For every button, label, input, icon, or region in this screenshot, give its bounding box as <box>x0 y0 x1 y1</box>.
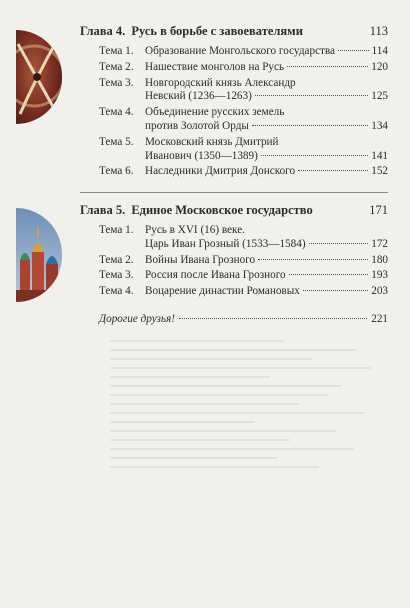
topic-label: Тема 2. <box>99 60 134 73</box>
topic-label: Тема 1. <box>99 45 134 57</box>
show-through-texture <box>110 340 400 540</box>
chapter-page: 113 <box>369 24 388 38</box>
topic-label: Тема 3. <box>99 269 134 282</box>
topic-title-continued: Иванович (1350—1389) <box>145 149 258 162</box>
topic-title: Наследники Дмитрия Донского <box>145 165 296 178</box>
topic-title: Россия после Ивана Грозного <box>145 269 286 282</box>
toc-entry[interactable] <box>99 224 388 252</box>
topic-page: 172 <box>371 237 388 250</box>
topic-title: Объединение русских земель <box>145 106 285 119</box>
topic-title-continued: Невский (1236—1263) <box>145 90 252 103</box>
chapter-number: Глава 5. <box>80 203 126 217</box>
topic-list <box>99 224 388 301</box>
topic-page: 141 <box>371 149 388 162</box>
topic-title: Воцарение династии Романовых <box>145 285 300 298</box>
chapter-title: Русь в борьбе с завоевателями <box>131 24 303 38</box>
topic-label: Тема 3. <box>99 76 134 89</box>
topic-label: Тема 5. <box>99 135 134 148</box>
toc-entry[interactable] <box>99 45 388 59</box>
topic-title: Московский князь Дмитрий <box>145 135 279 148</box>
topic-page: 193 <box>371 269 388 282</box>
cathedral-domes-icon <box>16 208 62 302</box>
topic-page: 125 <box>371 90 388 103</box>
toc-entry[interactable] <box>99 254 388 268</box>
topic-page: 134 <box>371 119 388 132</box>
toc-entry[interactable] <box>99 136 388 164</box>
section-divider <box>80 192 388 193</box>
chapter-page: 171 <box>369 203 388 217</box>
topic-title: Образование Монгольского государства <box>145 45 336 57</box>
topic-title: Новгородский князь Александр <box>145 76 296 89</box>
topic-page: 180 <box>371 253 388 266</box>
topic-page: 203 <box>371 285 388 298</box>
topic-label: Тема 6. <box>99 165 134 178</box>
toc-entry[interactable] <box>99 165 388 179</box>
topic-title: Нашествие монголов на Русь <box>145 60 285 73</box>
toc-entry[interactable] <box>99 269 388 283</box>
chapter-heading[interactable] <box>80 203 388 218</box>
topic-title-continued: Царь Иван Грозный (1533—1584) <box>145 237 306 250</box>
closing-label: Дорогие друзья! <box>99 313 175 325</box>
topic-title: Войны Ивана Грозного <box>145 253 256 266</box>
chapter-heading[interactable] <box>80 24 388 39</box>
topic-page: 152 <box>371 165 388 178</box>
toc-entry[interactable] <box>99 77 388 105</box>
chapter-title: Единое Московское государство <box>131 203 313 217</box>
topic-title-continued: против Золотой Орды <box>145 119 249 132</box>
topic-label: Тема 4. <box>99 106 134 119</box>
toc-entry[interactable] <box>99 61 388 75</box>
topic-page: 120 <box>371 60 388 73</box>
topic-list <box>99 45 388 181</box>
topic-label: Тема 1. <box>99 224 134 236</box>
toc-entry[interactable] <box>99 106 388 134</box>
topic-title: Русь в XVI (16) веке. <box>145 224 245 236</box>
topic-label: Тема 4. <box>99 285 134 298</box>
toc-entry[interactable] <box>99 285 388 299</box>
chapter-number: Глава 4. <box>80 24 126 38</box>
closing-entry[interactable] <box>99 313 388 325</box>
shield-crossed-sabres-icon <box>16 30 62 124</box>
topic-label: Тема 2. <box>99 253 134 266</box>
topic-page: 114 <box>371 45 388 57</box>
closing-page: 221 <box>371 313 388 325</box>
